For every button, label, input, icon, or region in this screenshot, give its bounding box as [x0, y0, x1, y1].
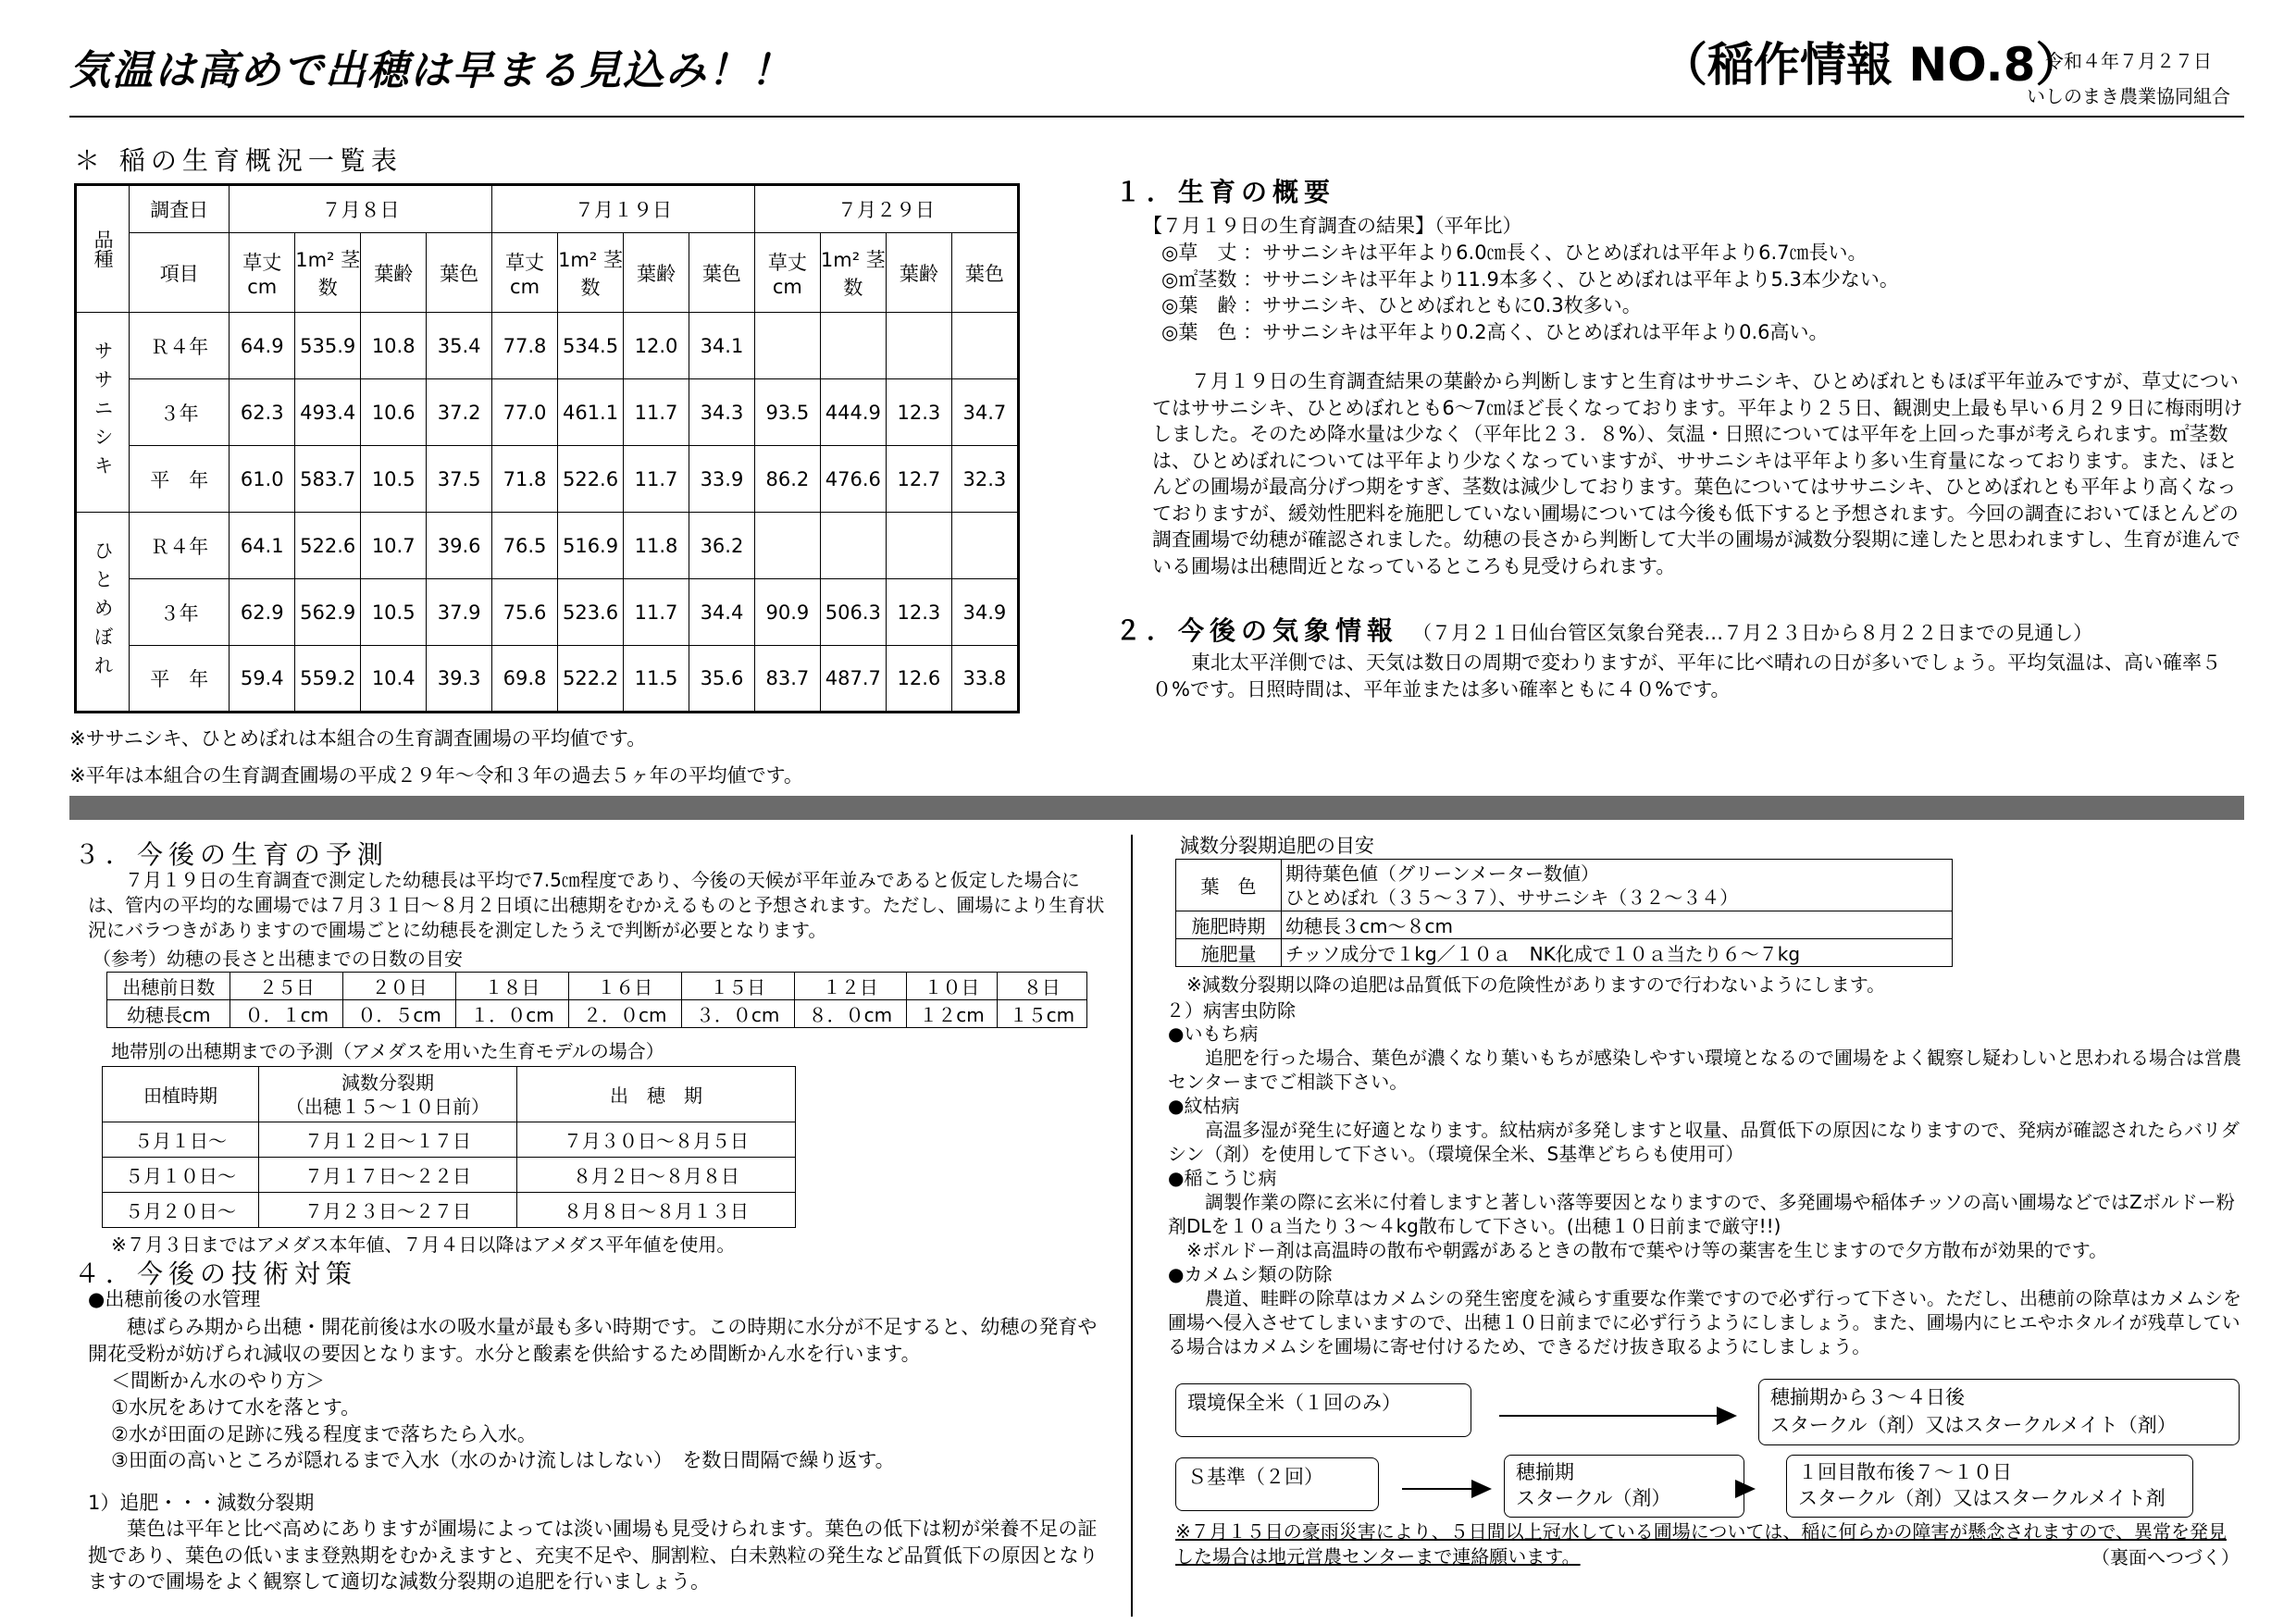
- column-header: 1m² 茎数: [295, 233, 361, 313]
- growth-note-2: ※平年は本組合の生育調査圃場の平成２９年～令和３年の過去５ヶ年の平均値です。: [69, 764, 803, 787]
- section-1-subtitle: 【７月１９日の生育調査の結果】（平年比）: [1143, 215, 1522, 237]
- table-cell: 59.4: [230, 646, 295, 713]
- table-cell: 34.3: [689, 379, 754, 446]
- table-cell: 77.8: [492, 313, 558, 379]
- table-cell: ７月１２日～１７日: [259, 1122, 517, 1158]
- column-header: 葉色: [689, 233, 754, 313]
- table-cell: 33.8: [951, 646, 1018, 713]
- cell-line: 期待葉色値（グリーンメーター数値）: [1285, 862, 1599, 885]
- table-cell: [886, 513, 951, 579]
- table-cell: １８日: [456, 973, 569, 1000]
- row-header: 施肥時期: [1176, 911, 1282, 939]
- list-item: ②水が田面の足跡に残る程度まで落ちたら入水。: [111, 1422, 537, 1445]
- table-cell: 33.9: [689, 446, 754, 513]
- table-cell: 11.5: [624, 646, 689, 713]
- intermittent-steps: [111, 1395, 895, 1474]
- stinkbug-heading: ●カメムシ類の防除: [1168, 1263, 1333, 1285]
- section-1-title: １．生育の概要: [1115, 177, 1336, 207]
- table-cell: 75.6: [492, 579, 558, 646]
- fertilizer-table-title: 減数分裂期追肥の目安: [1180, 835, 1374, 857]
- table-cell: 83.7: [754, 646, 820, 713]
- section-1-items: [1161, 240, 1899, 345]
- heading-forecast-table: [102, 1066, 796, 1228]
- col-header-line: （出穂１５～１０日前）: [286, 1095, 490, 1118]
- header-rule: [69, 116, 2244, 118]
- column-header: 1m² 茎数: [820, 233, 886, 313]
- growth-table-title: ＊ 稲の生育概況一覧表: [74, 145, 403, 176]
- disease-smut-body: 調製作業の際に玄米に付着しますと著しい落等要因となりますので、多発圃場や稲体チッソの高い圃場などではZボルドー粉剤DLを１０ａ当たり３～４kg散布して下さい。(出穂１０日前まで厳守!!): [1168, 1191, 2235, 1237]
- table-cell: ０．５cm: [343, 1000, 456, 1028]
- column-header: 葉色: [951, 233, 1018, 313]
- table-cell: 77.0: [492, 379, 558, 446]
- table-cell: 522.6: [558, 446, 624, 513]
- fertilizer-note: ※減数分裂期以降の追肥は品質低下の危険性がありますので行わないようにします。: [1186, 973, 1886, 996]
- table-cell: ８日: [997, 973, 1086, 1000]
- section-2-title: ２．今後の気象情報: [1115, 615, 1399, 646]
- table-cell: [754, 513, 820, 579]
- row-header: 幼穂長cm: [107, 1000, 230, 1028]
- table-cell: ８．０cm: [794, 1000, 907, 1028]
- list-item: ◎葉 色 ：ササニシキは平年より0.2高く、ひとめぼれは平年より0.6高い。: [1161, 320, 1829, 343]
- organization: いしのまき農業協同組合: [2027, 85, 2230, 107]
- box-line: 穂揃期から３～４日後: [1770, 1386, 1965, 1408]
- table-cell: ３．０cm: [681, 1000, 794, 1028]
- table-cell: 12.6: [886, 646, 951, 713]
- table-cell: 522.6: [295, 513, 361, 579]
- panicle-table: [106, 972, 1087, 1028]
- table-cell: 34.1: [689, 313, 754, 379]
- table-row: [76, 513, 1019, 579]
- table-cell: 534.5: [558, 313, 624, 379]
- date-header: ７月１９日: [492, 185, 755, 233]
- table-cell: 39.6: [427, 513, 492, 579]
- flow-arrow: [1402, 1488, 1490, 1490]
- growth-table: [74, 183, 1020, 713]
- table-cell: 76.5: [492, 513, 558, 579]
- table-cell: １５cm: [997, 1000, 1086, 1028]
- growth-note-1: ※ササニシキ、ひとめぼれは本組合の生育調査圃場の平均値です。: [69, 727, 647, 750]
- s-first-spray-box: [1504, 1455, 1744, 1518]
- table-cell: 71.8: [492, 446, 558, 513]
- table-cell: 11.8: [624, 513, 689, 579]
- table-row: [76, 313, 1019, 379]
- column-header: 葉齢: [624, 233, 689, 313]
- table-cell: 522.2: [558, 646, 624, 713]
- table-cell: 12.3: [886, 579, 951, 646]
- table-cell: ０．１cm: [230, 1000, 343, 1028]
- table-cell: 37.9: [427, 579, 492, 646]
- row-label: ３年: [130, 379, 230, 446]
- table-cell: 64.9: [230, 313, 295, 379]
- table-cell: [951, 313, 1018, 379]
- disease-blast-heading: ●いもち病: [1168, 1023, 1259, 1045]
- table-cell: 34.9: [951, 579, 1018, 646]
- continued-label: （裏面へつづく）: [2091, 1546, 2240, 1568]
- table-cell: ８月２日～８月８日: [517, 1158, 796, 1193]
- table-cell: １２日: [794, 973, 907, 1000]
- flow-arrow: [1499, 1415, 1735, 1417]
- section-2-body: 東北太平洋側では、天気は数日の周期で変わりますが、平年に比べ晴れの日が多いでしょう。平均気温は、高い確率５０%です。日照時間は、平年並または多い確率ともに４０%です。: [1152, 651, 2221, 700]
- section-2-heading: [1115, 611, 2092, 648]
- table-cell: 62.3: [230, 379, 295, 446]
- divider-bar: [69, 796, 2244, 820]
- fertilizer-table: [1175, 859, 1953, 967]
- list-item: ◎㎡茎数 ：ササニシキは平年より11.9本多く、ひとめぼれは平年より5.3本少ない。: [1161, 267, 1899, 291]
- item-header: 項目: [130, 233, 230, 313]
- cell-line: ひとめぼれ（３５～３７）、ササニシキ（３２～３４）: [1285, 886, 1739, 909]
- table-cell: 61.0: [230, 446, 295, 513]
- s-second-spray-box: [1786, 1455, 2193, 1518]
- topdress-heading: 1）追肥・・・減数分裂期: [88, 1492, 315, 1514]
- table-2-note: ※７月３日まではアメダス本年値、７月４日以降はアメダス平年値を使用。: [111, 1233, 736, 1256]
- list-item: ◎葉 齢 ：ササニシキ、ひとめぼれともに0.3枚多い。: [1161, 294, 1642, 316]
- table-cell: １２cm: [907, 1000, 997, 1028]
- table-cell: 12.7: [886, 446, 951, 513]
- column-header: 葉色: [427, 233, 492, 313]
- stinkbug-body: 農道、畦畔の除草はカメムシの発生密度を減らす重要な作業ですので必ず行って下さい。ただし、出穂前の除草はカメムシを圃場へ侵入させてしまいますので、出穂１０日前までに必ず行うようにしましょう。また、圃場内にヒエやホタルイが残草している場合はカメムシを圃場に寄せ付けるため、できるだけ抜き取るようにしましょう。: [1168, 1287, 2241, 1357]
- table-cell: ５月２０日～: [103, 1193, 259, 1228]
- table-cell: 35.6: [689, 646, 754, 713]
- table-cell: ２．０cm: [568, 1000, 681, 1028]
- issue-date: 令和４年７月２７日: [2045, 50, 2212, 72]
- variety-name: ひとめぼれ: [76, 513, 130, 713]
- date-header: ７月８日: [230, 185, 492, 233]
- table-cell: 62.9: [230, 579, 295, 646]
- disease-smut-heading: ●稲こうじ病: [1168, 1167, 1277, 1189]
- column-header: 草丈 cm: [754, 233, 820, 313]
- section-2-subtitle: （７月２１日仙台管区気象台発表…７月２３日から８月２２日までの見通し）: [1412, 622, 2093, 644]
- table-cell: 516.9: [558, 513, 624, 579]
- table-row: [103, 1193, 796, 1228]
- table-cell: 64.1: [230, 513, 295, 579]
- table-cell: 476.6: [820, 446, 886, 513]
- table-cell: １６日: [568, 973, 681, 1000]
- table-cell: 34.4: [689, 579, 754, 646]
- table-row: [76, 379, 1019, 446]
- table-cell: ２５日: [230, 973, 343, 1000]
- table-cell: 461.1: [558, 379, 624, 446]
- survey-date-header: 調査日: [130, 185, 230, 233]
- row-label: 平 年: [130, 446, 230, 513]
- table-cell: 506.3: [820, 579, 886, 646]
- table-cell: [820, 313, 886, 379]
- flood-warning: ※７月１５日の豪雨災害により、５日間以上冠水している圃場については、稲に何らかの障害が懸念されますので、異常を発見した場合は地元営農センターまで連絡願います。: [1175, 1520, 2227, 1568]
- column-header: 葉齢: [886, 233, 951, 313]
- table-cell: 86.2: [754, 446, 820, 513]
- table-cell: 10.6: [361, 379, 427, 446]
- disease-smut-note: ※ボルドー剤は高温時の散布や朝露があるときの散布で葉やけ等の薬害を生じますので夕方散布が効果的です。: [1186, 1239, 2108, 1261]
- table-cell: 562.9: [295, 579, 361, 646]
- table-cell: 535.9: [295, 313, 361, 379]
- table-cell: 12.0: [624, 313, 689, 379]
- list-item: ①水尻をあけて水を落とす。: [111, 1396, 361, 1419]
- row-label: ３年: [130, 579, 230, 646]
- box-line: １回目散布後７～１０日: [1798, 1461, 2012, 1483]
- table-cell: 93.5: [754, 379, 820, 446]
- table-cell: ７月１７日～２２日: [259, 1158, 517, 1193]
- column-header: 草丈 cm: [492, 233, 558, 313]
- table-cell: 11.7: [624, 579, 689, 646]
- table-cell: ７月２３日～２７日: [259, 1193, 517, 1228]
- env-rice-spray-box: [1758, 1379, 2240, 1445]
- variety-header: 品種: [76, 185, 130, 313]
- table-cell: ２０日: [343, 973, 456, 1000]
- table-cell: 10.8: [361, 313, 427, 379]
- headline: 気温は高めで出穂は早まる見込み！！: [69, 47, 793, 94]
- table-cell: 10.4: [361, 646, 427, 713]
- table-cell: 幼穂長３cm～８cm: [1282, 911, 1953, 939]
- table-cell: [951, 513, 1018, 579]
- table-cell: 35.4: [427, 313, 492, 379]
- col-header: 出 穂 期: [517, 1067, 796, 1122]
- box-line: スタークル（剤）又はスタークルメイト（剤）: [1770, 1414, 2177, 1436]
- table-cell: ７月３０日～８月５日: [517, 1122, 796, 1158]
- table-cell: 493.4: [295, 379, 361, 446]
- table-cell: 39.3: [427, 646, 492, 713]
- row-header: 出穂前日数: [107, 973, 230, 1000]
- table-cell: 34.7: [951, 379, 1018, 446]
- col-header: [259, 1067, 517, 1122]
- table-row: [76, 646, 1019, 713]
- table-row: [76, 579, 1019, 646]
- section-1-body: ７月１９日の生育調査結果の葉齢から判断しますと生育はササニシキ、ひとめぼれともほぼ平年並みですが、草丈についてはササニシキ、ひとめぼれとも6～7㎝ほど長くなっております。平年より２５日、観測史上最も早い６月２９日に梅雨明けしました。そのため降水量は少なく（平年比２３．８%）、気温・日照については平年を上回った事が考えられます。㎡茎数は、ひとめぼれについては平年より少なくなっていますが、ササニシキは平年より多い生育量になっております。また、ほとんどの圃場が最高分げつ期をすぎ、茎数は減少しております。葉色についてはササニシキ、ひとめぼれとも平年より高くなっておりますが、緩効性肥料を施肥していない圃場については今後も低下すると予想されます。今回の調査においてほとんどの調査圃場で幼穂が確認されました。幼穂の長さから判断して大半の圃場が減数分裂期に達したと思われますし、生育が進んでいる圃場は出穂間近となっているところも見受けられます。: [1152, 370, 2243, 577]
- table-cell: [754, 313, 820, 379]
- table-cell: 37.2: [427, 379, 492, 446]
- section-3-body: ７月１９日の生育調査で測定した幼穂長は平均で7.5㎝程度であり、今後の天候が平年並みであると仮定した場合には、管内の平均的な圃場では７月３１日～８月２日頃に出穂期をむかえるものと予想されます。ただし、圃場により生育状況にバラつきがありますので圃場ごとに幼穂長を測定したうえで判断が必要となります。: [88, 869, 1105, 941]
- table-cell: 90.9: [754, 579, 820, 646]
- table-row: [76, 446, 1019, 513]
- column-header: 葉齢: [361, 233, 427, 313]
- table-cell: ８月８日～８月１３日: [517, 1193, 796, 1228]
- box-line: スタークル（剤）: [1516, 1487, 1671, 1509]
- env-rice-box: 環境保全米（１回のみ）: [1175, 1383, 1471, 1437]
- table-row: [103, 1122, 796, 1158]
- table-2-title: 地帯別の出穂期までの予測（アメダスを用いた生育モデルの場合）: [111, 1040, 664, 1062]
- water-body: 穂ばらみ期から出穂・開花前後は水の吸水量が最も多い時期です。この時期に水分が不足すると、幼穂の発育や開花受粉が妨げられ減収の要因となります。水分と酸素を供給するため間断かん水を行います。: [88, 1316, 1098, 1365]
- date-header: ７月２９日: [754, 185, 1018, 233]
- col-header: 田植時期: [103, 1067, 259, 1122]
- section-3-reference: （参考）幼穂の長さと出穂までの日数の目安: [93, 948, 463, 970]
- table-cell: [820, 513, 886, 579]
- table-cell: １５日: [681, 973, 794, 1000]
- intermittent-heading: ＜間断かん水のやり方＞: [111, 1370, 325, 1392]
- list-item: ◎草 丈 ：ササニシキは平年より6.0㎝長く、ひとめぼれは平年より6.7㎝長い。: [1161, 242, 1868, 264]
- table-cell: ５月１日～: [103, 1122, 259, 1158]
- table-cell: 11.7: [624, 446, 689, 513]
- table-cell: １．０cm: [456, 1000, 569, 1028]
- column-header: 1m² 茎数: [558, 233, 624, 313]
- table-cell: 36.2: [689, 513, 754, 579]
- disease-sheath-body: 高温多湿が発生に好適となります。紋枯病が多発しますと収量、品質低下の原因になりますので、発病が確認されたらバリダシン（剤）を使用して下さい。（環境保全米、S基準どちらも使用可）: [1168, 1119, 2240, 1165]
- table-cell: ５月１０日～: [103, 1158, 259, 1193]
- topdress-body: 葉色は平年と比べ高めにありますが圃場によっては淡い圃場も見受けられます。葉色の低下は籾が栄養不足の証拠であり、葉色の低いまま登熟期をむかえますと、充実不足や、胴割粒、白未熟粒の発生など品質低下の原因となりますので圃場をよく観察して適切な減数分裂期の追肥を行いましょう。: [88, 1518, 1098, 1593]
- row-label: 平 年: [130, 646, 230, 713]
- table-cell: 523.6: [558, 579, 624, 646]
- table-cell: [1282, 860, 1953, 911]
- pest-section: [1168, 1022, 2246, 1358]
- table-cell: チッソ成分で１kg／１０ａ NK化成で１０ａ当たり６～７kg: [1282, 939, 1953, 967]
- col-header-line: 減数分裂期: [341, 1071, 434, 1094]
- table-cell: 559.2: [295, 646, 361, 713]
- row-header: 施肥量: [1176, 939, 1282, 967]
- table-cell: 37.5: [427, 446, 492, 513]
- s-standard-box: Ｓ基準（２回）: [1175, 1457, 1379, 1511]
- box-line: スタークル（剤）又はスタークルメイト剤: [1798, 1487, 2166, 1509]
- column-header: 草丈 cm: [230, 233, 295, 313]
- table-cell: 444.9: [820, 379, 886, 446]
- list-item: ③田面の高いところが隠れるまで入水（水のかけ流しはしない） を数日間隔で繰り返す。: [111, 1449, 895, 1471]
- disease-blast-body: 追肥を行った場合、葉色が濃くなり葉いもちが感染しやすい環境となるので圃場をよく観察し疑わしいと思われる場合は営農センターまでご相談下さい。: [1168, 1047, 2241, 1093]
- box-line: 穂揃期: [1516, 1461, 1574, 1483]
- disease-sheath-heading: ●紋枯病: [1168, 1095, 1240, 1117]
- newsletter-title: （稲作情報 NO.8）: [1661, 38, 2082, 92]
- water-heading: ●出穂前後の水管理: [88, 1288, 261, 1310]
- table-cell: 10.5: [361, 446, 427, 513]
- variety-name: ササニシキ: [76, 313, 130, 513]
- table-row: [103, 1158, 796, 1193]
- row-label: Ｒ４年: [130, 313, 230, 379]
- row-label: Ｒ４年: [130, 513, 230, 579]
- row-header: 葉 色: [1176, 860, 1282, 911]
- column-divider: [1131, 835, 1133, 1617]
- table-cell: 32.3: [951, 446, 1018, 513]
- table-cell: 69.8: [492, 646, 558, 713]
- table-cell: 10.7: [361, 513, 427, 579]
- table-cell: 11.7: [624, 379, 689, 446]
- table-cell: 10.5: [361, 579, 427, 646]
- table-cell: １０日: [907, 973, 997, 1000]
- pest-heading: ２）病害虫防除: [1166, 999, 1296, 1022]
- table-cell: 487.7: [820, 646, 886, 713]
- table-cell: [886, 313, 951, 379]
- table-cell: 583.7: [295, 446, 361, 513]
- section-4-title: ４．今後の技術対策: [74, 1258, 358, 1289]
- section-3-title: ３．今後の生育の予測: [74, 839, 390, 870]
- table-cell: 12.3: [886, 379, 951, 446]
